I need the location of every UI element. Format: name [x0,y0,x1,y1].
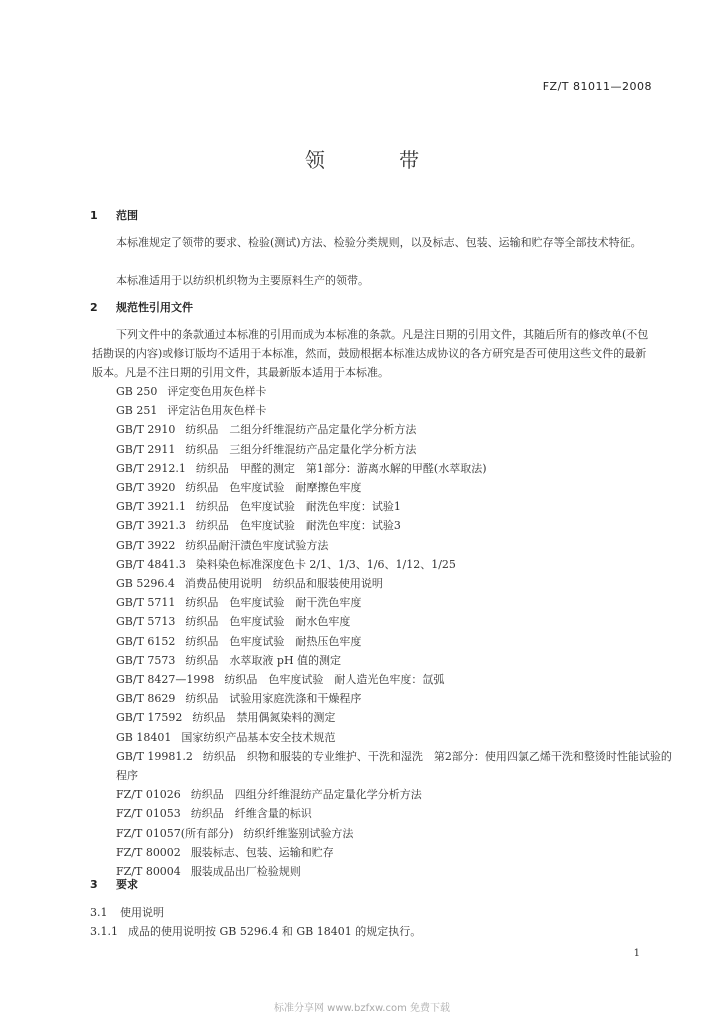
reference-item [116,497,676,516]
document-title: 领 带 [304,148,454,172]
reference-title: 纺织品 水萃取液 pH 值的测定 [185,653,342,667]
reference-code: GB/T 5713 [116,615,176,629]
reference-item [116,708,676,727]
section-title: 规范性引用文件 [116,301,193,314]
reference-item [116,440,676,459]
reference-code: GB/T 6152 [116,634,176,648]
reference-item [116,612,676,631]
section-1-paragraph-1: 本标准规定了领带的要求、检验(测试)方法、检验分类规则，以及标志、包装、运输和贮存等全部技术特征。 [116,236,642,249]
reference-item [116,824,676,843]
reference-code: GB/T 3921.3 [116,519,186,533]
reference-code: GB/T 17592 [116,711,183,725]
reference-list [116,382,676,881]
section-3-heading [90,876,138,892]
reference-item [116,728,676,747]
reference-code: GB 250 [116,385,158,398]
reference-item [116,459,676,478]
reference-code: GB/T 8427—1998 [116,673,215,687]
section-1-paragraph-2: 本标准适用于以纺织机织物为主要原料生产的领带。 [116,274,369,287]
reference-title: 纺织品 色牢度试验 耐热压色牢度 [185,634,362,648]
reference-code: FZ/T 01057(所有部分) [116,826,234,840]
reference-item [92,747,676,785]
section-2-heading [90,299,193,315]
reference-code: GB 251 [116,404,158,418]
section-number: 2 [90,301,98,314]
reference-item [116,555,676,574]
reference-item [116,478,676,497]
reference-title: 服装成品出厂检验规则 [190,865,301,879]
reference-title: 评定变色用灰色样卡 [167,385,267,398]
reference-item [116,689,676,708]
reference-title: 纺织品 三组分纤维混纺产品定量化学分析方法 [185,442,417,456]
reference-item [116,670,676,689]
reference-title: 国家纺织产品基本安全技术规范 [181,730,336,744]
reference-item [116,632,676,651]
subsection-number: 3.1 [90,906,108,919]
reference-code: FZ/T 80002 [116,845,181,859]
reference-title: 纺织品 色牢度试验 耐洗色牢度：试验1 [195,500,401,514]
subsection-title: 使用说明 [120,906,164,919]
watermark: 标准分享网 www.bzfxw.com 免费下载 [274,1003,450,1014]
reference-title: 纺织品 色牢度试验 耐干洗色牢度 [185,596,362,610]
reference-code: GB/T 7573 [116,653,176,667]
reference-code: GB/T 2911 [116,442,176,456]
reference-title: 纺织品耐汗渍色牢度试验方法 [185,538,329,552]
reference-title: 纺织品 四组分纤维混纺产品定量化学分析方法 [190,788,422,802]
reference-item [116,785,676,804]
reference-code: FZ/T 01053 [116,807,181,821]
reference-item [116,516,676,535]
reference-title: 纺织品 织物和服装的专业维护、干洗和湿洗 第2部分：使用四氯乙烯干洗和整烫时性能试验的程序 [116,749,672,783]
reference-code: GB/T 19981.2 [116,749,193,763]
section-title: 范围 [116,209,138,222]
section-1-heading [90,207,138,223]
reference-title: 纺织品 禁用偶氮染料的测定 [192,711,336,725]
reference-code: FZ/T 01026 [116,788,181,802]
reference-title: 纺织品 色牢度试验 耐水色牢度 [185,615,351,629]
reference-title: 纺织品 色牢度试验 耐洗色牢度：试验3 [195,519,401,533]
reference-item [116,862,676,881]
reference-item [116,593,676,612]
section-2-intro: 下列文件中的条款通过本标准的引用而成为本标准的条款。凡是注日期的引用文件，其随后所有的修改单(不包括勘误的内容)或修订版均不适用于本标准，然而，鼓励根据本标准达成协议的各方研究是否可使用这些文件的最新版本。凡是不注日期的引用文件，其最新版本适用于本标准。 [92,328,649,379]
reference-title: 纺织品 试验用家庭洗涤和干燥程序 [185,692,362,706]
reference-code: GB/T 3920 [116,481,176,495]
reference-item [116,843,676,862]
standard-code: FZ/T 81011—2008 [542,80,652,93]
reference-code: GB/T 5711 [116,596,176,610]
reference-code: FZ/T 80004 [116,865,181,879]
reference-title: 纺织品 二组分纤维混纺产品定量化学分析方法 [185,423,417,437]
reference-title: 纺织品 色牢度试验 耐摩擦色牢度 [185,481,362,495]
reference-title: 服装标志、包装、运输和贮存 [190,845,334,859]
reference-item [116,382,676,401]
reference-title: 评定沾色用灰色样卡 [167,404,267,418]
reference-code: GB/T 3921.1 [116,500,186,514]
reference-code: GB 5296.4 [116,577,175,591]
reference-title: 纺织品 色牢度试验 耐人造光色牢度：氙弧 [224,673,445,687]
section-number: 1 [90,209,98,222]
section-title: 要求 [116,878,138,891]
clause-text: 成品的使用说明按 GB 5296.4 和 GB 18401 的规定执行。 [128,925,422,938]
reference-title: 染料染色标准深度色卡 2/1、1/3、1/6、1/12、1/25 [195,557,456,571]
subsection-3-1-heading [90,904,164,920]
reference-item [116,651,676,670]
reference-code: GB/T 4841.3 [116,557,186,571]
reference-item [116,401,676,420]
reference-title: 纺织品 甲醛的测定 第1部分：游离水解的甲醛(水萃取法) [195,461,487,475]
reference-item [116,574,676,593]
reference-title: 消费品使用说明 纺织品和服装使用说明 [184,577,383,591]
page-number: 1 [633,948,640,959]
reference-code: GB 18401 [116,730,172,744]
clause-number: 3.1.1 [90,925,118,938]
reference-title: 纺织纤维鉴别试验方法 [243,826,354,840]
clause-3-1-1 [90,923,421,939]
reference-code: GB/T 2910 [116,423,176,437]
reference-item [116,420,676,439]
reference-title: 纺织品 纤维含量的标识 [190,807,312,821]
reference-code: GB/T 3922 [116,538,176,552]
reference-code: GB/T 8629 [116,692,176,706]
reference-item [116,804,676,823]
reference-code: GB/T 2912.1 [116,461,186,475]
section-number: 3 [90,878,98,891]
reference-item [116,536,676,555]
